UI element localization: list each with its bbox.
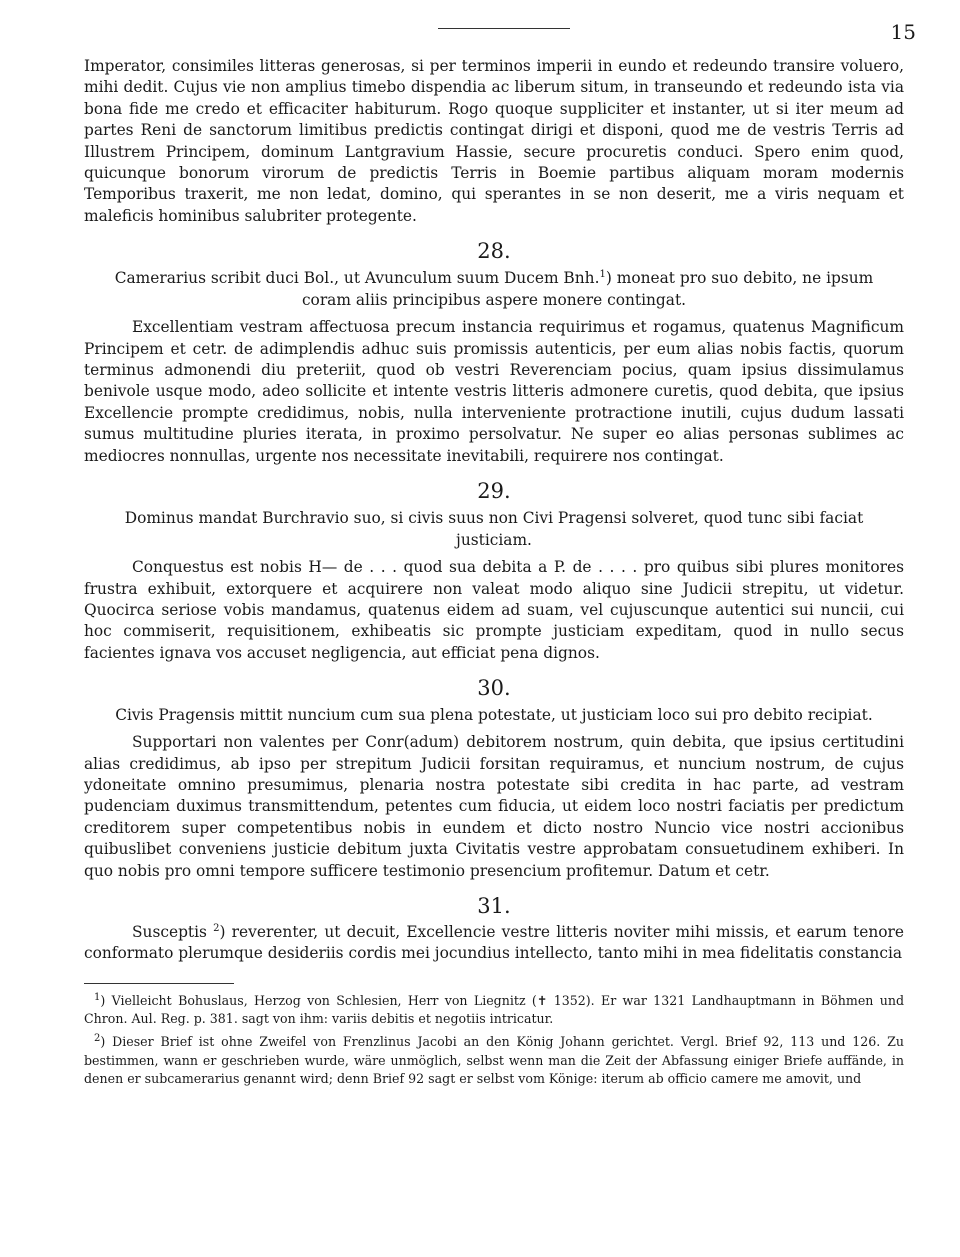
summary-line: Dominus mandat Burchravio suo, si civis suus non Civi Pragensi solveret, quod tunc sibi faciat [124,509,864,528]
letter-body-29: Conquestus est nobis H— de . . . quod sua debita a P. de . . . . pro quibus sibi plures monitores frustra exhibuit, extorquere et acquirere non valeat modo aliquo sine Judicii strepitu, ut videtur. Quocirca seriose vobis mandamus, quatenus eidem ad suam, vel cujuscunque autentici sui nuncii, cui hoc commiserit, requisitionem, exhibeatis sic prompte justiciam expeditam, quod in nullo secus facientes ignava vos accuset negligencia, aut efficiat pena dignos. [84,558,904,662]
letter-number-30: 30. [477,676,511,701]
footnote-text: ) Vielleicht Bohuslaus, Herzog von Schlesien, Herr von Liegnitz (✝ 1352). Er war 1321 Landhauptmann in Böhmen und Chron. Aul. Reg. p. 381. sagt von ihm: variis debitis et negotiis intricatur. [84,992,904,1027]
summary-line: Civis Pragensis mittit nuncium cum sua plena potestate, ut justiciam loco sui pro debito recipiat. [115,706,873,725]
summary-line: coram aliis principibus aspere monere contingat. [301,291,687,310]
letter-27-continuation: Imperator, consimiles litteras generosas, si per terminos imperii in eundo et redeundo transire voluero, mihi dedit. Cujus vie non amplius timebo dispendia ac liberum situm, in transeundo et redeundo ista via bona fide me credo et efficaciter habiturum. Rogo quoque suppliciter et instanter, ut si iter meum ad partes Reni de sanctorum limitibus predictis contingat dirigi et disponi, quod me de vestris Terris ad Illustrem Principem, dominum Lantgravium Hassie, secure procuretis conduci. Spero enim quod, quicunque bonorum virorum de predictis Terris in Boemie partibus aliquam moram modernis Temporibus traxerit, me non ledat, domino, qui sperantes in se non deserit, me a viris nequam et maleficis hominibus salubriter protegente. [84,57,904,225]
letter-summary-29 [84,507,904,551]
footnote-ref: 2 [213,922,220,934]
summary-text: Camerarius scribit duci Bol., ut Avunculum suum Ducem Bnh. [114,269,600,288]
footnote-text: ) Dieser Brief ist ohne Zweifel von Frenzlinus Jacobi an den König Johann gerichtet. Vergl. Brief 92, 113 und 126. Zu bestimmen, wann er geschrieben wurde, wäre unmöglich, selbst wenn man die Zeit der Abfassung einiger Briefe auffände, in denen er subcamerarius genannt wird; denn Brief 92 sagt er selbst vom Könige: iterum ab officio camere me amovit, und [84,1033,904,1087]
summary-line [100,267,888,289]
letter-number-29: 29. [477,479,511,504]
footnote-1 [84,992,904,1029]
letter-number-28: 28. [477,239,511,264]
summary-text: ) moneat pro suo debito, ne ipsum [605,269,874,288]
letter-number-31: 31. [477,893,511,918]
footnote-ref: 1 [599,269,606,281]
footnote-marker: 1 [94,991,101,1003]
page-number: 15 [890,20,916,44]
footnote-marker: 2 [94,1032,101,1044]
summary-line: justiciam. [456,531,532,550]
body-text: ) reverenter, ut decuit, Excellencie vestre litteris noviter mihi missis, et earum tenore conformato plerumque desideriis cordis mei jocundius intellecto, tanto mihi in mea fidelitatis constancia [84,922,904,963]
body-text: Susceptis [132,922,214,941]
letter-summary-30 [84,704,904,726]
page-content [84,56,904,1093]
header-rule [438,28,570,29]
letter-body-28: Excellentiam vestram affectuosa precum instancia requirimus et rogamus, quatenus Magnificum Principem et cetr. de adimplendis adhuc suis promissis autenticis, per eum alias nobis factis, quorum terminus admonendi diu preteriit, quod ob vestri Reverenciam pocius, quam ipsius dissimulamus benivole usque modo, adeo sollicite et intente vestris litteris admonere curetis, quod debita, que ipsius Excellencie prompte credidimus, nobis, nulla interveniente protractione inutili, cujus dudum lassati sumus multitudine pluries iterata, in proximo persolvatur. Ne super eo alias personas sublimes ac mediocres nonnullas, urgente nos necessitate inevitabili, requirere nos contingat. [84,318,904,465]
footnote-2 [84,1033,904,1089]
footnotes [84,992,904,1089]
letter-body-30: Supportari non valentes per Conr(adum) debitorem nostrum, quin debita, que ipsius certitudini alias credidimus, ab ipso per strepitum Judicii forsitan requiramus, et nuncium nostrum, de cujus ydoneitate omnino presumimus, plenaria nostra potestate sibi credita in hac parte, ad vestram pudenciam duximus transmittendum, petentes cum fiducia, ut eidem loco nostri faciatis per predictum creditorem super competentibus nobis in eundem et dicto nostro Nuncio vice nostri accionibus quibuslibet conveniens justicie debitum juxta Civitatis vestre approbatam consuetudinem exhiberi. In quo nobis pro omni tempore sufficere testimonio presencium profitemur. Datum et cetr. [84,733,904,880]
letter-body-31 [84,922,904,965]
footnote-rule [84,983,234,984]
letter-summary-28 [84,267,904,311]
